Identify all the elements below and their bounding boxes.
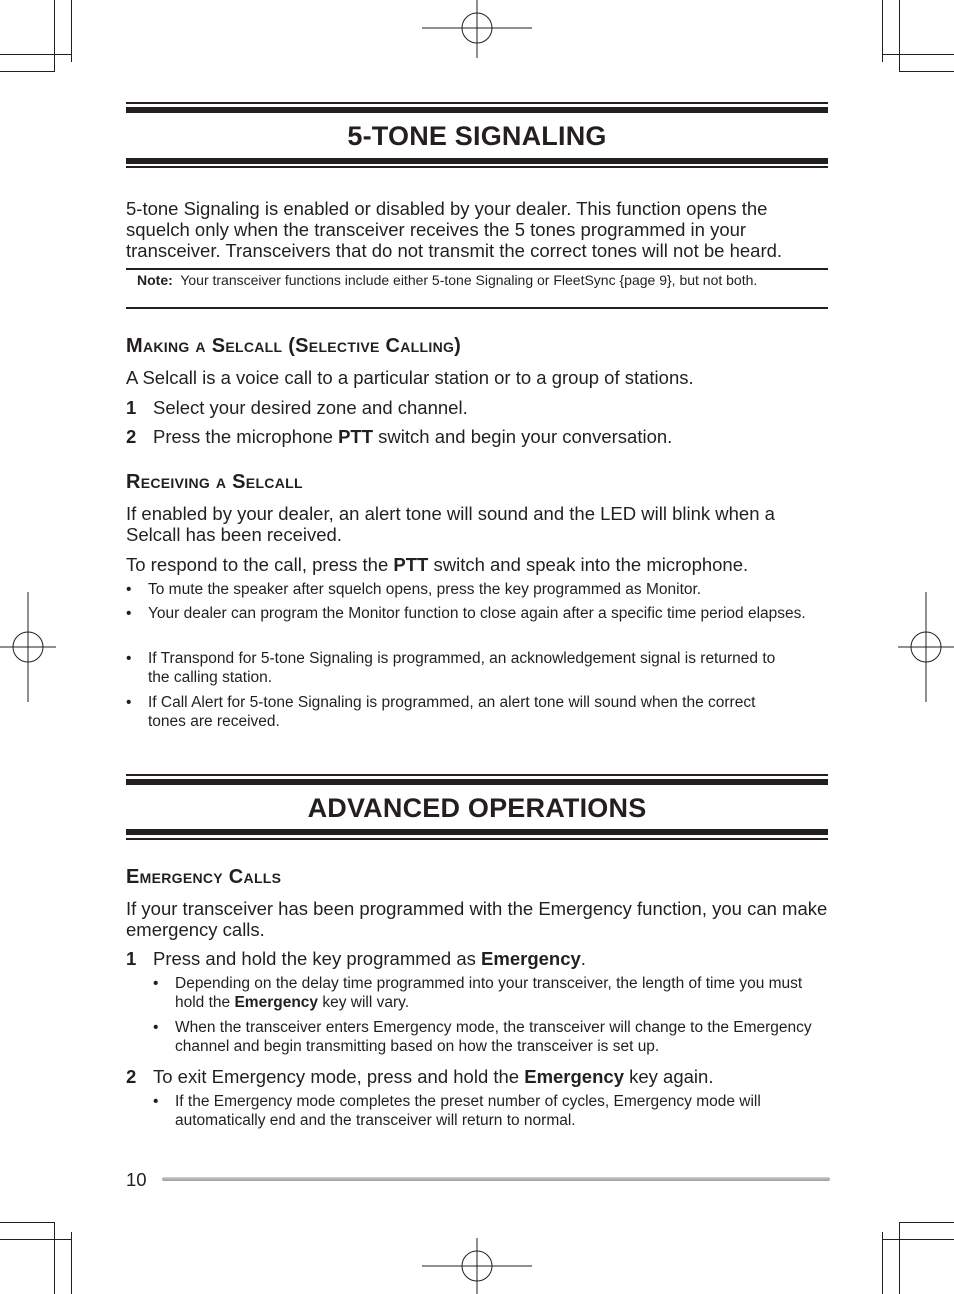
step-text: To exit Emergency mode, press and hold the Emergency key again. xyxy=(153,1066,714,1087)
crop-mark xyxy=(0,71,55,72)
registration-mark-icon xyxy=(0,592,56,702)
crop-mark xyxy=(899,1222,954,1223)
note-label: Note: xyxy=(137,272,173,288)
crop-mark xyxy=(71,0,72,62)
subsection-heading: Emergency Calls xyxy=(126,866,282,888)
note-text: Your transceiver functions include either 5-tone Signaling or FleetSync {page 9}, but not both. xyxy=(180,272,758,288)
registration-mark-icon xyxy=(422,0,532,58)
title-rule-top xyxy=(126,102,828,104)
title-rule-bottom xyxy=(126,829,828,835)
registration-mark-icon xyxy=(898,592,954,702)
title-rule-bottom xyxy=(126,158,828,164)
bullet-text: When the transceiver enters Emergency mode, the transceiver will change to the Emergency channel and begin transmitting based on how the transceiver is set up. xyxy=(175,1019,812,1055)
crop-mark xyxy=(71,1232,72,1294)
note-content xyxy=(137,272,797,288)
emergency-key-label: Emergency xyxy=(524,1066,624,1087)
step-text: Press and hold the key programmed as Emergency. xyxy=(153,948,586,969)
title-rule-top xyxy=(126,779,828,785)
bullet-text: If Transpond for 5-tone Signaling is programmed, an acknowledgement signal is returned to the calling station. xyxy=(148,650,776,686)
crop-mark xyxy=(54,1222,55,1294)
title-rule-bottom xyxy=(126,838,828,840)
intro-paragraph: 5-tone Signaling is enabled or disabled by your dealer. This function opens the squelch only when the transceiver receives the 5 tones programmed in your transceiver. Transceivers that do not transmit the correct tones will not be heard. xyxy=(126,198,783,261)
title-rule-top xyxy=(126,107,828,113)
footer-rule xyxy=(162,1177,830,1181)
subsection-heading: Making a Selcall (Selective Calling) xyxy=(126,335,462,357)
registration-mark-icon xyxy=(422,1238,532,1294)
emergency-key-label: Emergency xyxy=(481,948,581,969)
step-number: 1 xyxy=(126,397,137,418)
title-rule-bottom xyxy=(126,166,828,168)
bullet-icon: • xyxy=(126,650,132,667)
bullet-icon: • xyxy=(126,581,132,598)
note-rule-top xyxy=(126,268,828,270)
ptt-key-label: PTT xyxy=(338,426,374,447)
note-rule-bottom xyxy=(126,307,828,309)
section-title: ADVANCED OPERATIONS xyxy=(307,793,647,823)
step-number: 2 xyxy=(126,426,137,447)
title-rule-top xyxy=(126,774,828,776)
bullet-text: Depending on the delay time programmed into your transceiver, the length of time you must hold the Emergency key will vary. xyxy=(175,975,803,1011)
page-number: 10 xyxy=(126,1169,147,1190)
respond-paragraph: To respond to the call, press the PTT switch and speak into the microphone. xyxy=(126,554,749,575)
bullet-text: If the Emergency mode completes the preset number of cycles, Emergency mode will automatically end and the transceiver will return to normal. xyxy=(175,1093,761,1129)
ptt-key-label: PTT xyxy=(393,554,429,575)
subsection-heading: Receiving a Selcall xyxy=(126,471,303,493)
bullet-text: To mute the speaker after squelch opens, press the key programmed as Monitor. xyxy=(148,581,702,598)
crop-mark xyxy=(0,54,72,55)
crop-mark xyxy=(882,1232,883,1294)
section-title: 5-TONE SIGNALING xyxy=(347,121,607,151)
crop-mark xyxy=(899,71,954,72)
crop-mark xyxy=(899,1222,900,1294)
crop-mark xyxy=(0,1222,55,1223)
crop-mark xyxy=(899,0,900,72)
emergency-intro: If your transceiver has been programmed with the Emergency function, you can make emergency calls. xyxy=(126,898,828,940)
bullet-icon: • xyxy=(126,694,132,711)
bullet-text: If Call Alert for 5-tone Signaling is programmed, an alert tone will sound when the correct tones are received. xyxy=(148,694,756,730)
bullet-icon: • xyxy=(153,1019,159,1036)
crop-mark xyxy=(882,0,883,62)
bullet-icon: • xyxy=(153,1093,159,1110)
crop-mark xyxy=(54,0,55,72)
bullet-text: Your dealer can program the Monitor function to close again after a specific time period elapses. xyxy=(148,605,806,622)
bullet-icon: • xyxy=(126,605,132,622)
crop-mark xyxy=(882,54,954,55)
step-number: 1 xyxy=(126,948,137,969)
crop-mark xyxy=(0,1239,72,1240)
receiving-paragraph: If enabled by your dealer, an alert tone will sound and the LED will blink when a Selcall has been received. xyxy=(126,503,775,545)
step-number: 2 xyxy=(126,1066,137,1087)
emergency-key-label: Emergency xyxy=(234,994,319,1011)
step-text: Press the microphone PTT switch and begin your conversation. xyxy=(153,426,673,447)
bullet-icon: • xyxy=(153,975,159,992)
crop-mark xyxy=(882,1239,954,1240)
step-text: Select your desired zone and channel. xyxy=(153,397,468,418)
selcall-intro: A Selcall is a voice call to a particular station or to a group of stations. xyxy=(126,367,694,388)
